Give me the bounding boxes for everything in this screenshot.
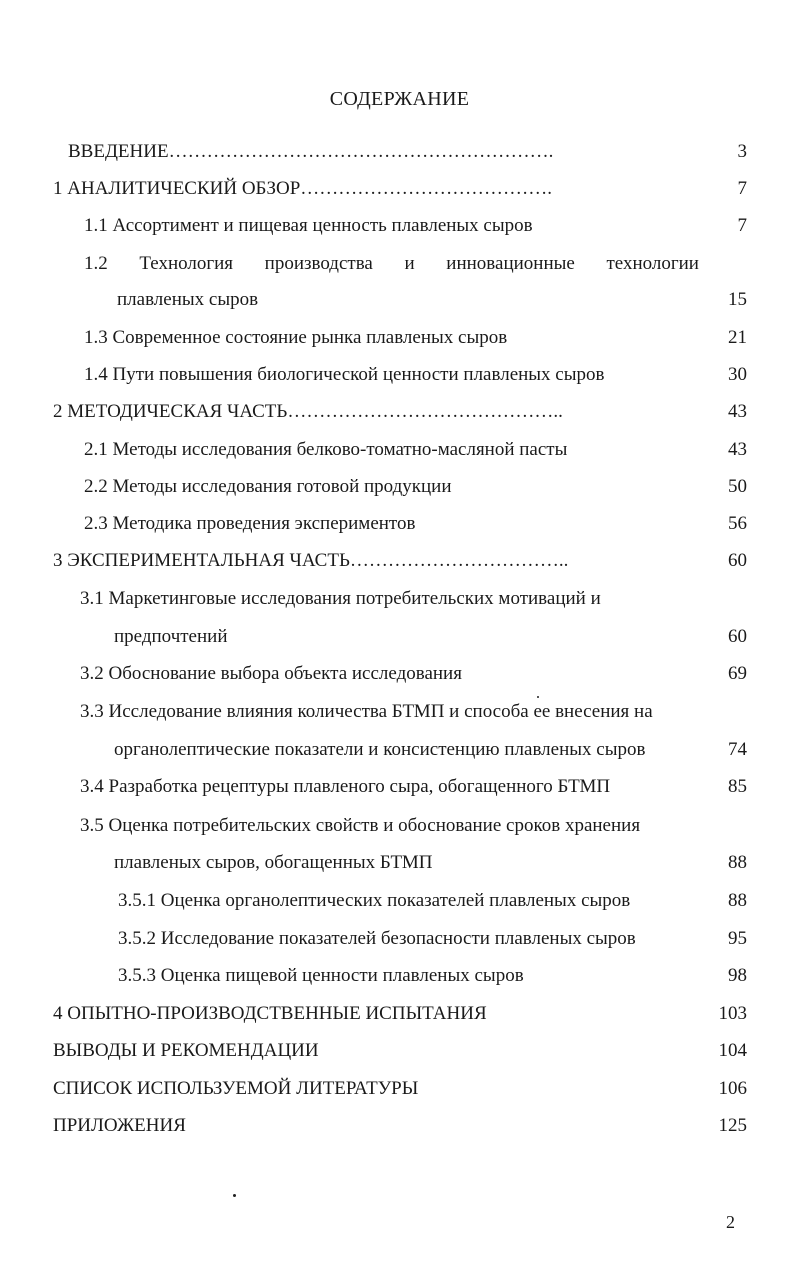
toc-page-3-5-1: 88 xyxy=(728,890,747,911)
toc-entry-2-3: 2.3 Методика проведения экспериментов xyxy=(84,513,416,534)
toc-entry-1-1: 1.1 Ассортимент и пищевая ценность плавленых сыров xyxy=(84,215,533,236)
toc-entry-1-3: 1.3 Современное состояние рынка плавленых сыров xyxy=(84,327,508,348)
toc-entry-references: СПИСОК ИСПОЛЬЗУЕМОЙ ЛИТЕРАТУРЫ xyxy=(53,1078,419,1099)
toc-entry-chapter-2: 2 МЕТОДИЧЕСКАЯ ЧАСТЬ…………………………………….. xyxy=(53,401,563,422)
toc-page-2-2: 50 xyxy=(728,476,747,497)
toc-page-3-2: 69 xyxy=(728,663,747,684)
toc-entry-2-1: 2.1 Методы исследования белково-томатно-масляной пасты xyxy=(84,439,568,460)
toc-entry-1-2-word: технологии xyxy=(606,253,699,274)
toc-page-references: 106 xyxy=(718,1078,747,1099)
toc-entry-1-2-word: Технология xyxy=(139,253,234,274)
toc-page-1-4: 30 xyxy=(728,364,747,385)
toc-page-conclusions: 104 xyxy=(718,1040,747,1061)
toc-page-3-4: 85 xyxy=(728,776,747,797)
toc-page-2-3: 56 xyxy=(728,513,747,534)
toc-entry-chapter-4: 4 ОПЫТНО-ПРОИЗВОДСТВЕННЫЕ ИСПЫТАНИЯ xyxy=(53,1003,487,1024)
toc-entry-3-1-continuation: предпочтений xyxy=(114,626,228,647)
toc-entry-chapter-3: 3 ЭКСПЕРИМЕНТАЛЬНАЯ ЧАСТЬ…………………………….. xyxy=(53,550,569,571)
toc-page-3-5: 88 xyxy=(728,852,747,873)
toc-page-3-5-3: 98 xyxy=(728,965,747,986)
toc-page-chapter-3: 60 xyxy=(728,550,747,571)
scan-speck xyxy=(233,1194,236,1197)
toc-entry-3-3-continuation: органолептические показатели и консистенцию плавленых сыров xyxy=(114,739,646,760)
toc-entry-1-2-word: и xyxy=(404,253,415,274)
toc-entry-1-4: 1.4 Пути повышения биологической ценности плавленых сыров xyxy=(84,364,605,385)
toc-entry-1-2-word: 1.2 xyxy=(84,253,108,274)
toc-entry-conclusions: ВЫВОДЫ И РЕКОМЕНДАЦИИ xyxy=(53,1040,319,1061)
toc-entry-3-5-continuation: плавленых сыров, обогащенных БТМП xyxy=(114,852,433,873)
toc-page-3-5-2: 95 xyxy=(728,928,747,949)
toc-page-1-3: 21 xyxy=(728,327,747,348)
toc-entry-3-3: 3.3 Исследование влияния количества БТМП и способа ее внесения на xyxy=(80,701,653,722)
toc-entry-3-5-3: 3.5.3 Оценка пищевой ценности плавленых сыров xyxy=(118,965,524,986)
toc-entry-3-1: 3.1 Маркетинговые исследования потребительских мотиваций и xyxy=(80,588,601,609)
toc-page-3-3: 74 xyxy=(728,739,747,760)
toc-page-chapter-1: 7 xyxy=(737,178,747,199)
scan-speck xyxy=(537,696,539,698)
page-number: 2 xyxy=(726,1212,735,1232)
toc-page-2-1: 43 xyxy=(728,439,747,460)
toc-entry-1-2-word: инновационные xyxy=(446,253,575,274)
toc-entry-1-2-word: производства xyxy=(264,253,373,274)
toc-entry-3-5: 3.5 Оценка потребительских свойств и обоснование сроков хранения xyxy=(80,815,641,836)
toc-page-3-1: 60 xyxy=(728,626,747,647)
toc-entry-3-2: 3.2 Обоснование выбора объекта исследования xyxy=(80,663,462,684)
toc-entry-3-5-2: 3.5.2 Исследование показателей безопасности плавленых сыров xyxy=(118,928,636,949)
toc-entry-introduction: ВВЕДЕНИЕ……………………………………………………. xyxy=(68,141,554,162)
toc-page-chapter-4: 103 xyxy=(718,1003,747,1024)
toc-entry-2-2: 2.2 Методы исследования готовой продукции xyxy=(84,476,452,497)
toc-page-1-1: 7 xyxy=(737,215,747,236)
toc-page-1-2: 15 xyxy=(728,289,747,310)
toc-entry-chapter-1: 1 АНАЛИТИЧЕСКИЙ ОБЗОР…………………………………. xyxy=(53,178,553,199)
toc-page-chapter-2: 43 xyxy=(728,401,747,422)
toc-entry-1-2-continuation: плавленых сыров xyxy=(117,289,259,310)
toc-entry-3-4: 3.4 Разработка рецептуры плавленого сыра, обогащенного БТМП xyxy=(80,776,611,797)
toc-entry-1-2 xyxy=(84,251,699,277)
toc-page-appendices: 125 xyxy=(718,1115,747,1136)
toc-entry-appendices: ПРИЛОЖЕНИЯ xyxy=(53,1115,186,1136)
toc-page-introduction: 3 xyxy=(737,141,747,162)
page-title: СОДЕРЖАНИЕ xyxy=(329,88,470,110)
toc-entry-3-5-1: 3.5.1 Оценка органолептических показателей плавленых сыров xyxy=(118,890,631,911)
